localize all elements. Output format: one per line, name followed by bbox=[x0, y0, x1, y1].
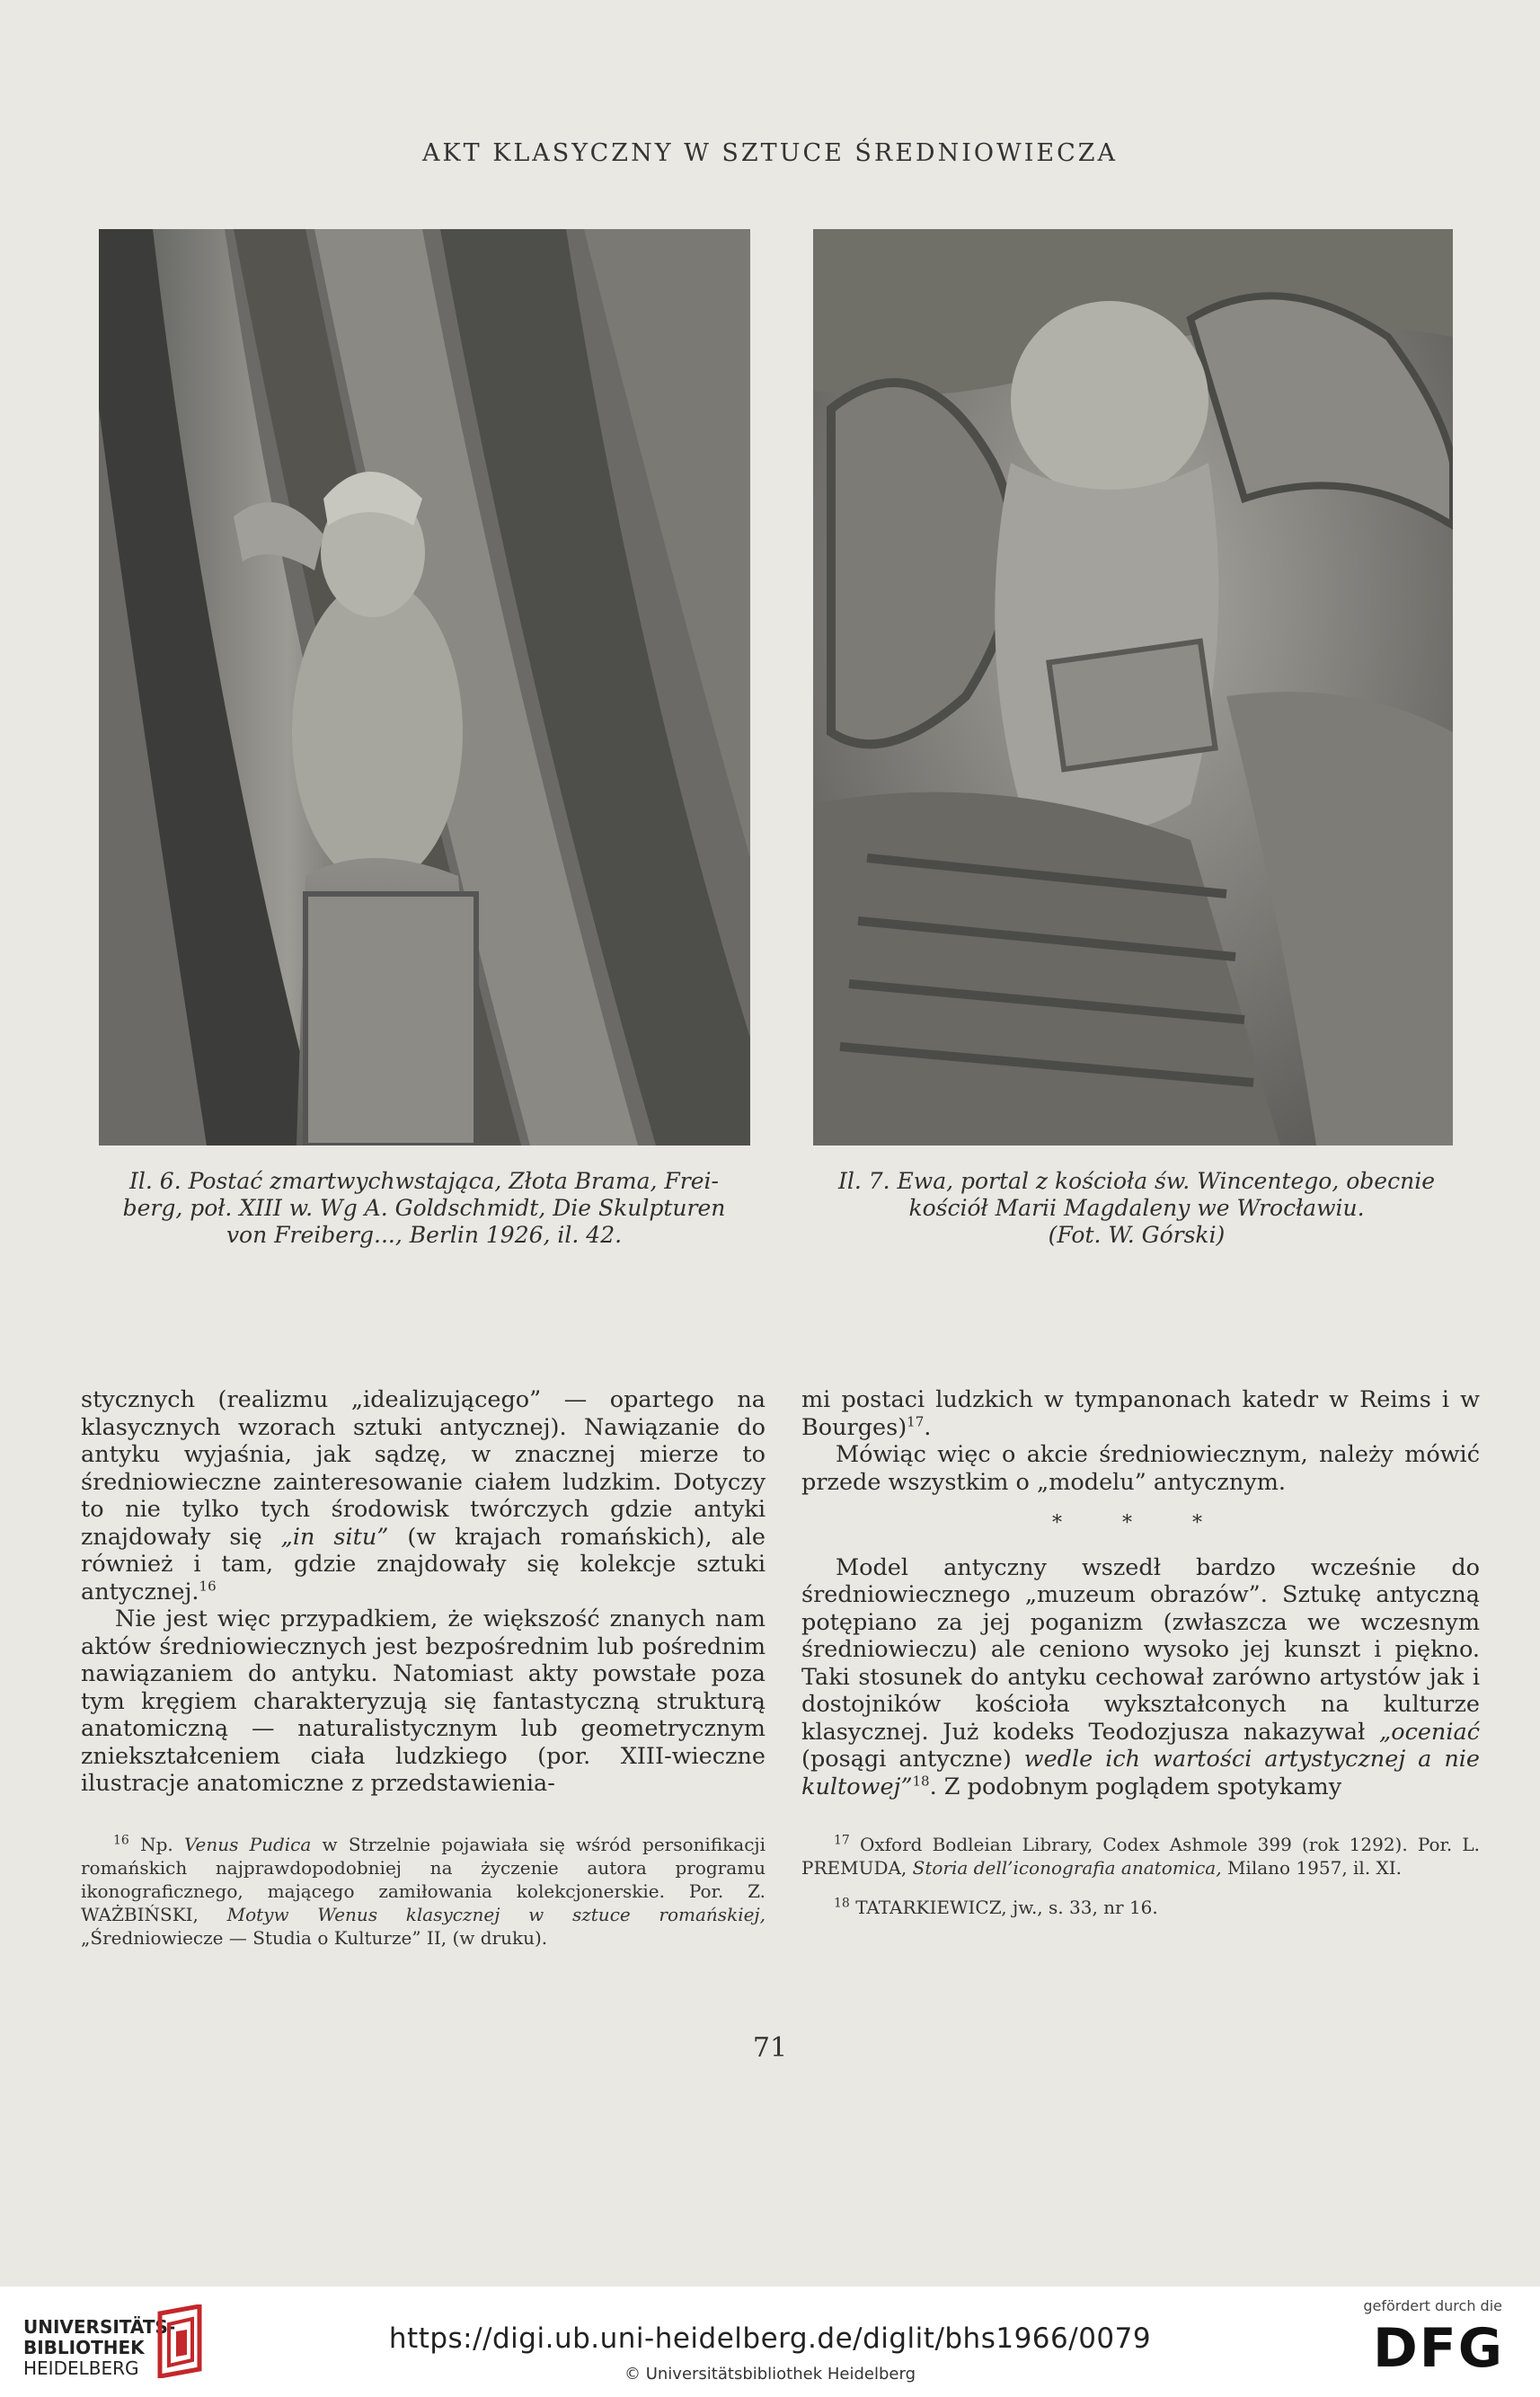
footnote-17 bbox=[801, 1833, 1480, 1880]
paragraph-italic: wedle ich wartości artystycznej a nie kultowej” bbox=[801, 1746, 1481, 1800]
footnote-number: 18 bbox=[834, 1896, 850, 1911]
section-separator: * * * bbox=[1052, 1512, 1229, 1535]
paragraph-text: (posągi antyczne) bbox=[801, 1746, 1024, 1773]
footnotes-right bbox=[801, 1833, 1480, 1935]
figure-6-caption-line-1: Il. 6. Postać zmartwychwstająca, Złota Brama, Frei- bbox=[129, 1168, 719, 1194]
paragraph-text: Model antyczny wszedł bardzo wcześnie do średniowiecznego „muzeum obrazów”. Sztukę antyczną potępiano za jej poganizm (zwłaszcza we wczesnym średniowieczu) ale ceniono wysoko jej kunszt i piękno. Taki stosunek do antyku cechował zarówno artystów jak i dostojników kościoła wykształconych na kulturze klasycznej. Już kodeks Teodozjusza nakazywał bbox=[801, 1553, 1480, 1746]
paragraph bbox=[81, 1386, 766, 1605]
paragraph bbox=[801, 1441, 1480, 1496]
funded-by-label: gefördert durch die bbox=[1363, 2297, 1502, 2314]
permalink-url[interactable]: https://digi.ub.uni-heidelberg.de/diglit/bhs1966/0079 bbox=[388, 2322, 1152, 2355]
footnote-text: Oxford Bodleian Library, Codex Ashmole 399 (rok 1292). Por. L. PREMUDA, bbox=[801, 1834, 1481, 1879]
footnote-text: Np. bbox=[140, 1834, 184, 1855]
figure-7-caption bbox=[800, 1168, 1474, 1249]
figure-6-photo bbox=[99, 229, 750, 1145]
footnote-italic: Storia dell’iconografia anatomica, bbox=[912, 1857, 1222, 1879]
figure-6-caption-line-2: berg, poł. XIII w. Wg A. Goldschmidt, Die Skulpturen bbox=[122, 1195, 726, 1221]
figure-7-caption-line-1: Il. 7. Ewa, portal z kościoła św. Wincentego, obecnie bbox=[837, 1168, 1435, 1194]
footnote-italic: Venus Pudica bbox=[183, 1834, 312, 1855]
body-column-right bbox=[801, 1386, 1480, 1800]
footnote-text: Milano 1957, il. XI. bbox=[1221, 1857, 1403, 1879]
paragraph-text: stycznych (realizmu „idealizującego” — opartego na klasycznych wzorach sztuki antycznej). Nawiązanie do antyku wyjaśnia, jak sądzę, w znacznej mierze to średniowieczne zainteresowanie ciałem ludzkim. Dotyczy to nie tylko tych środowisk twórczych gdzie antyki znajdowały się bbox=[81, 1386, 766, 1551]
page-number: 71 bbox=[752, 2032, 788, 2064]
footnotes-left bbox=[81, 1833, 766, 1966]
paragraph-italic: „in situ” bbox=[280, 1523, 389, 1551]
paragraph-text: Mówiąc więc o akcie średniowiecznym, należy mówić przede wszystkim o „modelu” antycznym. bbox=[801, 1441, 1480, 1496]
paragraph: mi postaci ludzkich w tympanonach katedr w Reims i w Bourges)$^{17}$. bbox=[801, 1386, 1480, 1441]
footnote-text: TATARKIEWICZ, jw., s. 33, nr 16. bbox=[855, 1897, 1158, 1918]
paragraph-text: . Z podobnym poglądem spotykamy bbox=[929, 1773, 1342, 1800]
paragraph-text: Nie jest więc przypadkiem, że większość znanych nam aktów średniowiecznych jest bezpośrednim lub pośrednim nawiązaniem do antyku. Natomiast akty powstałe poza tym kręgiem charakteryzują się fantastyczną strukturą anatomiczną — naturalistycznym lub geometrycznym zniekształceniem ciała ludzkiego (por. XIII-wieczne ilustracje anatomiczne z przedstawienia- bbox=[81, 1605, 766, 1797]
figure-7-caption-line-3: (Fot. W. Górski) bbox=[1048, 1222, 1226, 1248]
running-title: AKT KLASYCZNY W SZTUCE ŚREDNIOWIECZA bbox=[421, 139, 1119, 167]
footnote-ref: 17 bbox=[907, 1413, 925, 1429]
paragraph-italic: „oceniać bbox=[1379, 1718, 1480, 1746]
paragraph-text: mi postaci ludzkich w tympanonach katedr w Reims i w Bourges) bbox=[801, 1386, 1480, 1441]
body-column-left bbox=[81, 1386, 766, 1798]
footnote-italic: Motyw Wenus klasycznej w sztuce romańskiej, bbox=[226, 1904, 766, 1925]
figure-7-caption-line-2: kościół Marii Magdaleny we Wrocławiu. bbox=[908, 1195, 1365, 1221]
figure-6-caption bbox=[83, 1168, 766, 1249]
footnote-text: w Strzelnie pojawiała się wśród personifikacji romańskich najprawdopodobniej na życzenie autora programu ikonograficznego, mającego zamiłowania kolekcjonerskie. Por. Z. WAŻBIŃSKI, bbox=[81, 1834, 766, 1925]
footnote-number: 16 bbox=[113, 1833, 129, 1848]
library-name-line-2: BIBLIOTHEK bbox=[23, 2337, 145, 2358]
figure-6-image bbox=[99, 229, 750, 1145]
footnote-ref: 16 bbox=[199, 1578, 217, 1594]
paragraph bbox=[801, 1554, 1480, 1801]
dfg-logo[interactable]: DFG bbox=[1372, 2317, 1504, 2380]
footnote-number: 17 bbox=[834, 1833, 850, 1848]
copyright-notice: © Universitätsbibliothek Heidelberg bbox=[624, 2365, 916, 2384]
footnote-16 bbox=[81, 1833, 766, 1950]
library-name-line-3: HEIDELBERG bbox=[23, 2357, 139, 2379]
figure-7-photo bbox=[813, 229, 1453, 1145]
footnote-text: „Średniowiecze — Studia o Kulturze” II, (w druku). bbox=[81, 1927, 548, 1949]
paragraph bbox=[81, 1605, 766, 1798]
footnote-18 bbox=[801, 1896, 1480, 1919]
figure-7-image bbox=[813, 229, 1453, 1145]
footnote-ref: 18 bbox=[912, 1773, 930, 1789]
library-name-line-1: UNIVERSITÄTS- bbox=[23, 2316, 176, 2338]
viewer-footer bbox=[0, 2286, 1540, 2397]
paragraph-text: (w krajach romańskich), ale również i tam, gdzie znajdowały się kolekcje sztuki antycznej. bbox=[81, 1523, 766, 1605]
figure-6-caption-line-3: von Freiberg..., Berlin 1926, il. 42. bbox=[226, 1222, 623, 1248]
